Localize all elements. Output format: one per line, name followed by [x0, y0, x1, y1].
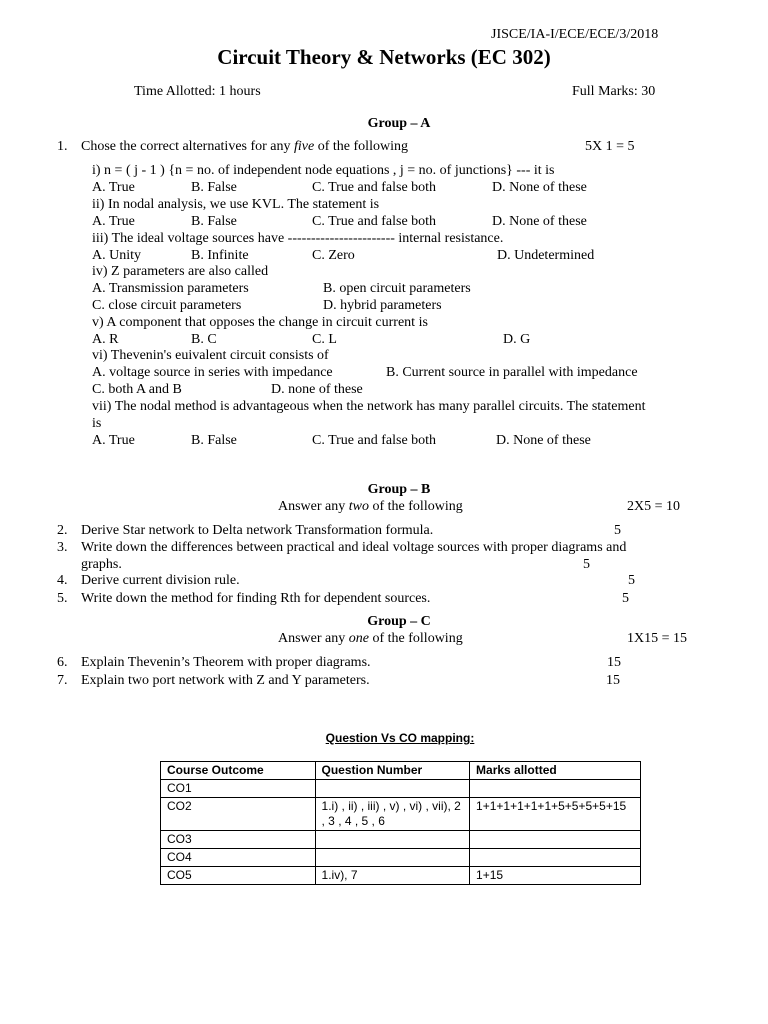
q1-ii-opt-d: D. None of these — [492, 214, 587, 229]
time-allotted: Time Allotted: 1 hours — [134, 84, 261, 99]
q1-vii-text-cont: is — [92, 416, 102, 431]
group-b-instruction: Answer any two of the following — [278, 499, 463, 514]
q1-iv-opt-d: D. hybrid parameters — [323, 298, 442, 313]
group-a-title: Group – A — [367, 116, 431, 131]
q7-marks: 15 — [606, 673, 620, 688]
q1-v-text: v) A component that opposes the change in circuit current is — [92, 315, 428, 330]
q1-v-opt-b: B. C — [191, 332, 217, 347]
q1-number: 1. — [57, 139, 68, 154]
q1-i-text: i) n = ( j - 1 ) {n = no. of independent node equations , j = no. of junctions} --- it is — [92, 163, 555, 178]
q3-text-cont: graphs. — [81, 557, 122, 572]
q1-iii-opt-b: B. Infinite — [191, 248, 249, 263]
mapping-title: Question Vs CO mapping: — [325, 731, 475, 745]
q1-v-opt-c: C. L — [312, 332, 337, 347]
q1-vii-opt-a: A. True — [92, 433, 135, 448]
q1-iv-opt-a: A. Transmission parameters — [92, 281, 249, 296]
q2-text: Derive Star network to Delta network Transformation formula. — [81, 523, 434, 538]
q4-text: Derive current division rule. — [81, 573, 240, 588]
q2-number: 2. — [57, 523, 68, 538]
marks-cell: 1+15 — [470, 867, 641, 885]
q3-marks: 5 — [583, 557, 590, 572]
q1-vi-opt-c: C. both A and B — [92, 382, 182, 397]
table-row — [161, 867, 641, 885]
q1-vi-text: vi) Thevenin's euivalent circuit consists of — [92, 348, 329, 363]
q1-iii-text: iii) The ideal voltage sources have ----------------------- internal resistance. — [92, 231, 504, 246]
full-marks: Full Marks: 30 — [572, 84, 656, 99]
q1-i-opt-b: B. False — [191, 180, 237, 195]
q5-text: Write down the method for finding Rth for dependent sources. — [81, 591, 431, 606]
marks-cell — [470, 849, 641, 867]
q1-iii-opt-c: C. Zero — [312, 248, 355, 263]
q1-vii-text: vii) The nodal method is advantageous when the network has many parallel circuits. The statement — [92, 399, 646, 414]
q7-text: Explain two port network with Z and Y parameters. — [81, 673, 370, 688]
group-c-marks: 1X15 = 15 — [627, 631, 688, 646]
q1-ii-opt-a: A. True — [92, 214, 135, 229]
q2-marks: 5 — [614, 523, 621, 538]
co-cell: CO5 — [161, 867, 316, 885]
q1-iv-text: iv) Z parameters are also called — [92, 264, 269, 279]
table-row — [161, 831, 641, 849]
q6-marks: 15 — [607, 655, 621, 670]
q1-v-opt-a: A. R — [92, 332, 119, 347]
group-c-title: Group – C — [367, 614, 431, 629]
group-b-title: Group – B — [367, 482, 431, 497]
marks-cell — [470, 831, 641, 849]
q1-v-opt-d: D. G — [503, 332, 531, 347]
page-title: Circuit Theory & Networks (EC 302) — [217, 45, 551, 69]
q6-text: Explain Thevenin’s Theorem with proper diagrams. — [81, 655, 371, 670]
q1-i-opt-a: A. True — [92, 180, 135, 195]
q1-iv-opt-c: C. close circuit parameters — [92, 298, 242, 313]
group-c-instruction: Answer any one of the following — [278, 631, 463, 646]
question-cell — [315, 831, 470, 849]
q4-marks: 5 — [628, 573, 635, 588]
question-cell: 1.i) , ii) , iii) , v) , vi) , vii), 2 , 3 , 4 , 5 , 6 — [315, 798, 470, 831]
q1-vii-opt-b: B. False — [191, 433, 237, 448]
table-header-row — [161, 762, 641, 780]
q1-vii-opt-c: C. True and false both — [312, 433, 437, 448]
q1-vi-opt-b: B. Current source in parallel with impedance — [386, 365, 638, 380]
header-course-outcome: Course Outcome — [161, 762, 316, 780]
q1-vi-opt-d: D. none of these — [271, 382, 363, 397]
table-row — [161, 798, 641, 831]
q1-iv-opt-b: B. open circuit parameters — [323, 281, 471, 296]
q1-i-opt-c: C. True and false both — [312, 180, 437, 195]
question-cell — [315, 780, 470, 798]
header-question-number: Question Number — [315, 762, 470, 780]
table-row — [161, 849, 641, 867]
paper-code: JISCE/IA-I/ECE/ECE/3/2018 — [491, 27, 659, 42]
q5-marks: 5 — [622, 591, 629, 606]
co-cell: CO2 — [161, 798, 316, 831]
marks-cell: 1+1+1+1+1+1+5+5+5+5+15 — [470, 798, 641, 831]
q1-marks: 5X 1 = 5 — [585, 139, 635, 154]
q1-iii-opt-d: D. Undetermined — [497, 248, 595, 263]
q1-instruction: Chose the correct alternatives for any five of the following — [81, 139, 408, 154]
co-cell: CO4 — [161, 849, 316, 867]
question-cell: 1.iv), 7 — [315, 867, 470, 885]
q1-i-opt-d: D. None of these — [492, 180, 587, 195]
q1-iii-opt-a: A. Unity — [92, 248, 141, 263]
q6-number: 6. — [57, 655, 68, 670]
question-cell — [315, 849, 470, 867]
header-marks-allotted: Marks allotted — [470, 762, 641, 780]
q1-ii-opt-b: B. False — [191, 214, 237, 229]
q1-vi-opt-a: A. voltage source in series with impedance — [92, 365, 333, 380]
q1-ii-text: ii) In nodal analysis, we use KVL. The statement is — [92, 197, 380, 212]
q5-number: 5. — [57, 591, 68, 606]
q7-number: 7. — [57, 673, 68, 688]
q1-vii-opt-d: D. None of these — [496, 433, 591, 448]
co-cell: CO1 — [161, 780, 316, 798]
group-b-marks: 2X5 = 10 — [627, 499, 681, 514]
q1-ii-opt-c: C. True and false both — [312, 214, 437, 229]
marks-cell — [470, 780, 641, 798]
q3-number: 3. — [57, 540, 68, 555]
q4-number: 4. — [57, 573, 68, 588]
co-mapping-table — [160, 761, 641, 885]
co-cell: CO3 — [161, 831, 316, 849]
table-row — [161, 780, 641, 798]
q3-text: Write down the differences between practical and ideal voltage sources with proper diagrams and — [81, 540, 627, 555]
